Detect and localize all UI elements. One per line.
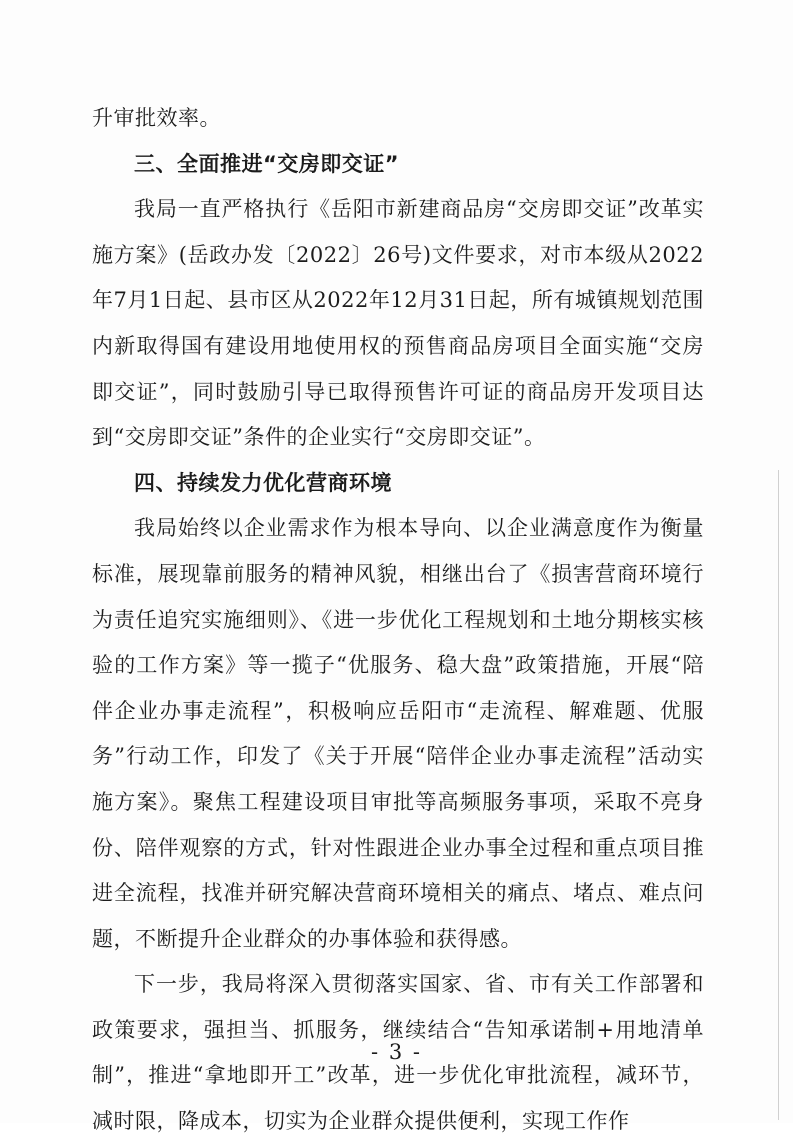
section-heading-4: 四、持续发力优化营商环境 [134,470,392,495]
page-number: - 3 - [371,1040,422,1064]
paragraph-section-4: 我局始终以企业需求作为根本导向、以企业满意度作为衡量标准，展现靠前服务的精神风貌，相继出台了《损害营商环境行为责任追究实施细则》、《进一步优化工程规划和土地分期核实核验的工作方案》等一揽子“优服务、稳大盘”政策措施，开展“陪伴企业办事走流程”，积极响应岳阳市“走流程、解难题、优服务”行动工作，印发了《关于开展“陪伴企业办事走流程”活动实施方案》。聚焦工程建设项目审批等高频服务事项，采取不亮身份、陪伴观察的方式，针对性跟进企业办事全过程和重点项目推进全流程，找准并研究解决营商环境相关的痛点、堵点、难点问题，不断提升企业群众的办事体验和获得感。 [92,516,704,951]
document-body [92,96,704,1145]
paragraph-next-steps: 下一步，我局将深入贯彻落实国家、省、市有关工作部署和政策要求，强担当、抓服务，继续结合“告知承诺制+用地清单制”，推进“拿地即开工”改革，进一步优化审批流程，减环节，减时限，降成本，切实为企业群众提供便利，实现工作作 [92,972,704,1134]
paragraph-continuation: 升审批效率。 [92,106,221,130]
section-heading-3: 三、全面推进“交房即交证” [134,151,400,176]
paragraph-section-3: 我局一直严格执行《岳阳市新建商品房“交房即交证”改革实施方案》(岳政办发〔2022〕26号)文件要求，对市本级从2022年7月1日起、县市区从2022年12月31日起，所有城镇规划范围内新取得国有建设用地使用权的预售商品房项目全面实施“交房即交证”，同时鼓励引导已取得预售许可证的商品房开发项目达到“交房即交证”条件的企业实行“交房即交证”。 [92,197,704,450]
scan-edge-line [778,470,779,1120]
